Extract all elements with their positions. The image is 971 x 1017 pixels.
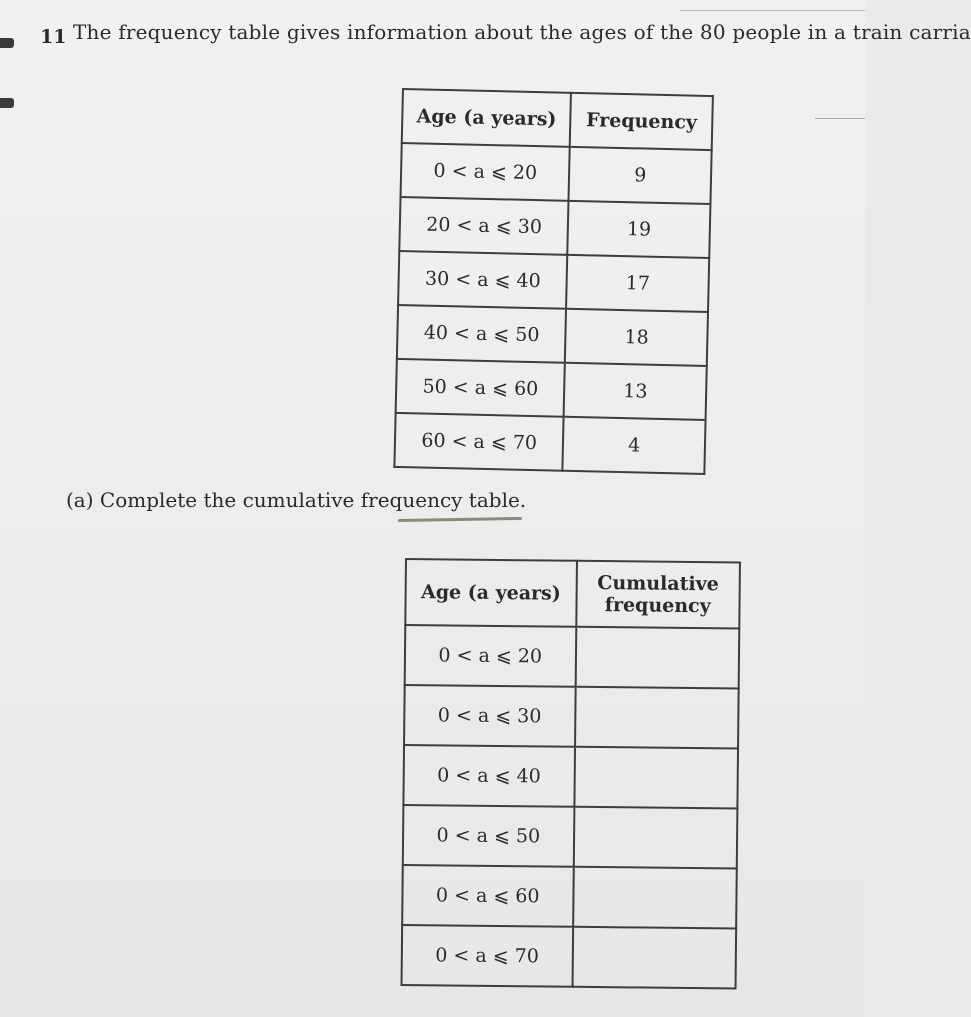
age-cell: 50 < a ⩽ 60	[396, 359, 566, 417]
pencil-underline	[398, 517, 522, 522]
table-row	[396, 359, 707, 420]
header-cumulative-frequency: Cumulative frequency	[576, 561, 740, 629]
frequency-table	[393, 88, 714, 475]
table-row	[399, 197, 710, 258]
cumulative-frequency-table	[401, 558, 741, 989]
table-row	[398, 251, 709, 312]
age-cell: 0 < a ⩽ 40	[403, 745, 574, 807]
cumulative-answer-cell[interactable]	[575, 627, 739, 689]
part-a-instruction	[66, 488, 526, 512]
part-a-label: (a)	[66, 488, 94, 512]
binding-mark	[0, 38, 14, 48]
frequency-table-header-row	[402, 89, 713, 150]
age-cell: 20 < a ⩽ 30	[399, 197, 569, 255]
frequency-cell: 13	[564, 363, 707, 420]
age-cell: 0 < a ⩽ 30	[404, 685, 575, 747]
age-cell: 60 < a ⩽ 70	[394, 413, 564, 471]
age-cell: 40 < a ⩽ 50	[397, 305, 567, 363]
age-cell: 0 < a ⩽ 20	[401, 143, 571, 201]
cumulative-answer-cell[interactable]	[573, 867, 737, 929]
age-cell: 30 < a ⩽ 40	[398, 251, 568, 309]
question-text: The frequency table gives information about the ages of the 80 people in a train carria	[73, 20, 971, 44]
cumulative-table-header-row	[405, 559, 740, 628]
table-row	[402, 925, 737, 988]
question-number: 11	[40, 26, 67, 48]
binding-mark	[0, 98, 14, 108]
table-row	[403, 805, 738, 868]
table-row	[394, 413, 705, 474]
part-a-text: Complete the cumulative frequency table.	[99, 488, 527, 512]
age-cell: 0 < a ⩽ 70	[402, 925, 573, 987]
cumulative-answer-cell[interactable]	[572, 927, 736, 989]
age-cell: 0 < a ⩽ 50	[403, 805, 574, 867]
header-age: Age (a years)	[402, 89, 572, 147]
table-row	[404, 685, 739, 748]
age-cell: 0 < a ⩽ 60	[402, 865, 573, 927]
header-age: Age (a years)	[405, 559, 576, 627]
table-row	[397, 305, 708, 366]
frequency-cell: 4	[563, 417, 706, 474]
table-row	[401, 143, 712, 204]
cumulative-answer-cell[interactable]	[574, 747, 738, 809]
frequency-cell: 9	[569, 147, 712, 204]
cumulative-answer-cell[interactable]	[575, 687, 739, 749]
answer-line-fragment	[815, 118, 865, 119]
page-edge-rule	[680, 10, 865, 11]
cumulative-answer-cell[interactable]	[573, 807, 737, 869]
frequency-cell: 18	[565, 309, 708, 366]
header-frequency: Frequency	[570, 93, 713, 150]
table-row	[402, 865, 737, 928]
table-row	[405, 625, 740, 688]
age-cell: 0 < a ⩽ 20	[405, 625, 576, 687]
table-row	[403, 745, 738, 808]
frequency-cell: 19	[568, 201, 711, 258]
frequency-cell: 17	[566, 255, 709, 312]
